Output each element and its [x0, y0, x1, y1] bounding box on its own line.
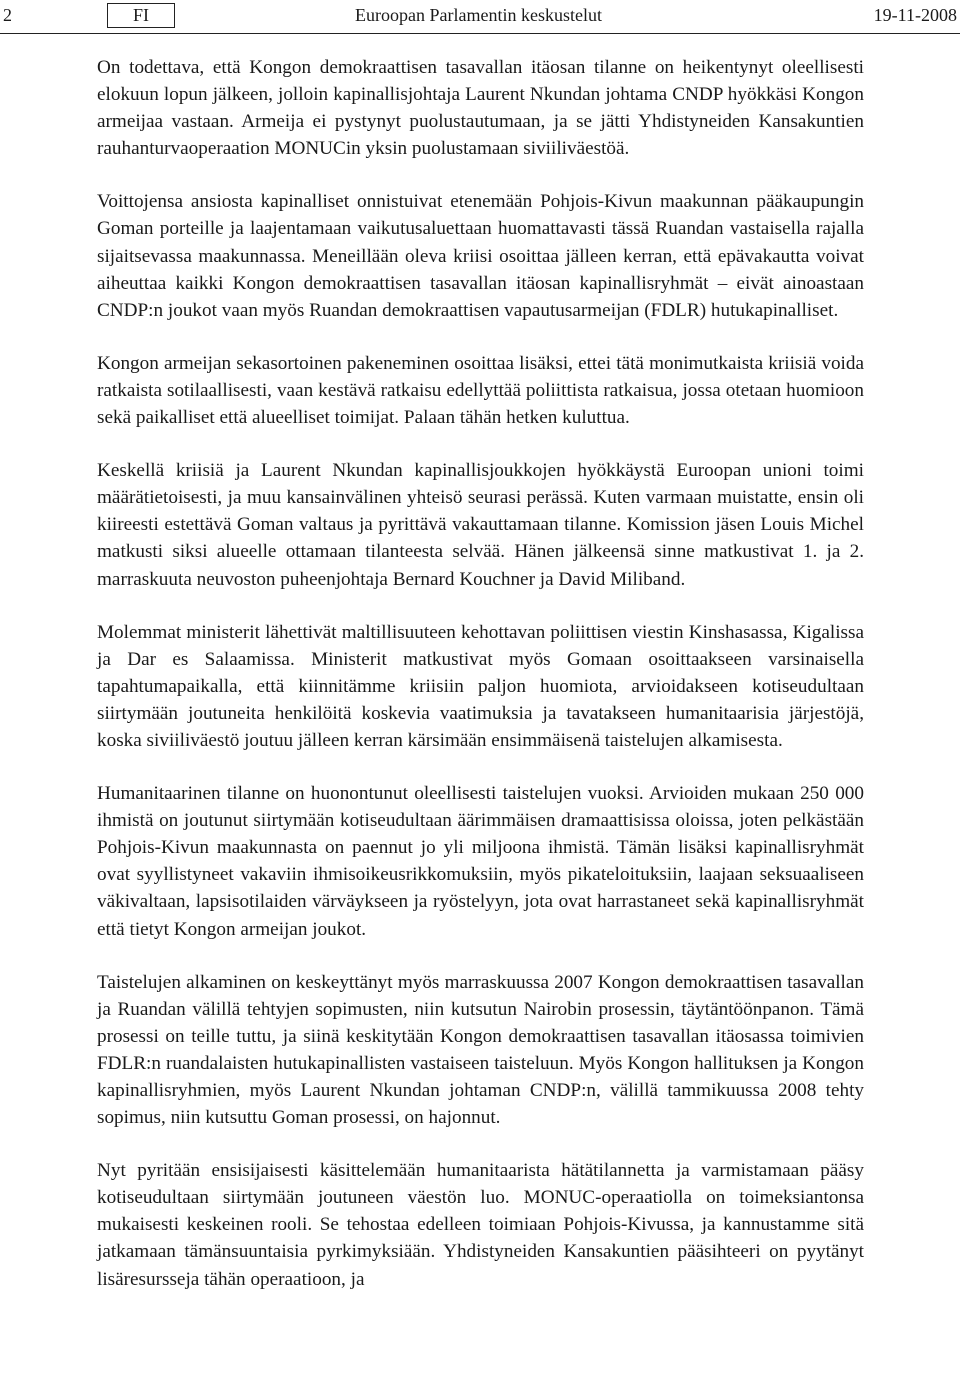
paragraph: Molemmat ministerit lähettivät maltillisuuteen kehottavan poliittisen viestin Kinshasassa, Kigalissa ja Dar es Salaamissa. Ministerit matkustivat myös Gomaan osoittaakseen varsinaisella tapahtumapaikalla, että kiinnitämme kriisiin paljon huomiota, arvioidakseen kotiseudultaan siirtymään joutuneita henkilöitä koskevia vaatimuksia ja tavatakseen humanitaarisia järjestöjä, koska siviiliväestö joutuu jälleen kerran kärsimään ensimmäisenä taistelujen alkamisesta.	[97, 621, 864, 751]
paragraph: Voittojensa ansiosta kapinalliset onnistuivat etenemään Pohjois-Kivun maakunnan pääkaupungin Goman porteille ja laajentamaan vaikutusaluettaan huomattavasti tässä Ruandan vastaisella rajalla sijaitsevassa maakunnassa. Meneillään oleva kriisi osoittaa jälleen kerran, että epävakautta voivat aiheuttaa kaikki Kongon demokraattisen tasavallan itäosan kapinallisryhmät – eivät ainoastaan CNDP:n joukot vaan myös Ruandan demokraattisen vapautusarmeijan (FDLR) hutukapinalliset.	[97, 191, 864, 321]
paragraph: Humanitaarinen tilanne on huonontunut oleellisesti taistelujen vuoksi. Arvioiden mukaan 250 000 ihmistä on joutunut siirtymään kotiseudultaan äärimmäisen dramaattisissa oloissa, joten pelkästään Pohjois-Kivun maakunnasta on paennut jo yli miljoona ihmistä. Tämän lisäksi kapinallisryhmät ovat syyllistyneet vakaviin ihmisoikeusrikkomuksiin, myös pikateloituksiin, laajaan seksuaaliseen väkivaltaan, lapsisotilaiden värväykseen ja ryöstelyyn, jota ovat harrastaneet sekä kapinallisryhmät että tietyt Kongon armeijan joukot.	[97, 783, 864, 940]
paragraph: Taistelujen alkaminen on keskeyttänyt myös marraskuussa 2007 Kongon demokraattisen tasavallan ja Ruandan välillä tehtyjen sopimusten, niin kutsutun Nairobin prosessin, täytäntöönpanon. Tämä prosessi on teille tuttu, ja siinä keskitytään Kongon demokraattisen tasavallan itäosassa toimivien FDLR:n ruandalaisten hutukapinallisten vastaiseen taisteluun. Myös Kongon hallituksen ja Kongon kapinallisryhmien, myös Laurent Nkundan johtaman CNDP:n, välillä tammikuussa 2008 tehty sopimus, niin kutsuttu Goman prosessi, on hajonnut.	[97, 971, 864, 1129]
page-header	[0, 0, 960, 34]
document-body	[97, 54, 864, 1319]
paragraph: On todettava, että Kongon demokraattisen tasavallan itäosan tilanne on heikentynyt oleellisesti elokuun lopun jälkeen, jolloin kapinallisjohtaja Laurent Nkundan johtama CNDP hyökkäsi Kongon armeijaa vastaan. Armeija ei pystynyt puolustautumaan, ja se jätti Yhdistyneiden Kansakuntien rauhanturvaoperaation MONUCin yksin puolustamaan siviiliväestöä.	[97, 57, 864, 160]
session-date: 19-11-2008	[873, 5, 957, 25]
journal-title: Euroopan Parlamentin keskustelut	[355, 5, 602, 25]
page-number: 2	[3, 5, 12, 25]
paragraph: Keskellä kriisiä ja Laurent Nkundan kapinallisjoukkojen hyökkäystä Euroopan unioni toimi määrätietoisesti, ja muu kansainvälinen yhteisö seurasi perässä. Kuten varmaan muistatte, ensin oli kiireesti estettävä Goman valtaus ja pyrittävä vakauttamaan tilanne. Komission jäsen Louis Michel matkusti siksi alueelle ottamaan tilanteesta selvää. Hänen jälkeensä sinne matkustivat 1. ja 2. marraskuuta neuvoston puheenjohtaja Bernard Kouchner ja David Miliband.	[97, 460, 864, 590]
paragraph: Kongon armeijan sekasortoinen pakeneminen osoittaa lisäksi, ettei tätä monimutkaista kriisiä voida ratkaista sotilaallisesti, vaan kestävä ratkaisu edellyttää poliittista ratkaisua, jossa otetaan huomioon sekä paikalliset että alueelliset toimijat. Palaan tähän hetken kuluttua.	[97, 352, 864, 429]
language-code-box: FI	[107, 3, 175, 28]
paragraph: Nyt pyritään ensisijaisesti käsittelemään humanitaarista hätätilannetta ja varmistamaan pääsy kotiseudultaan siirtymään joutuneen väestön luo. MONUC-operaatiolla on toimeksiantonsa mukaisesti keskeinen rooli. Se tehostaa edelleen toimiaan Pohjois-Kivussa, ja kannustamme sitä jatkamaan tämänsuuntaisia pyrkimyksiään. Yhdistyneiden Kansakuntien pääsihteeri on pyytänyt lisäresursseja tähän operaatioon, ja	[97, 1160, 864, 1290]
